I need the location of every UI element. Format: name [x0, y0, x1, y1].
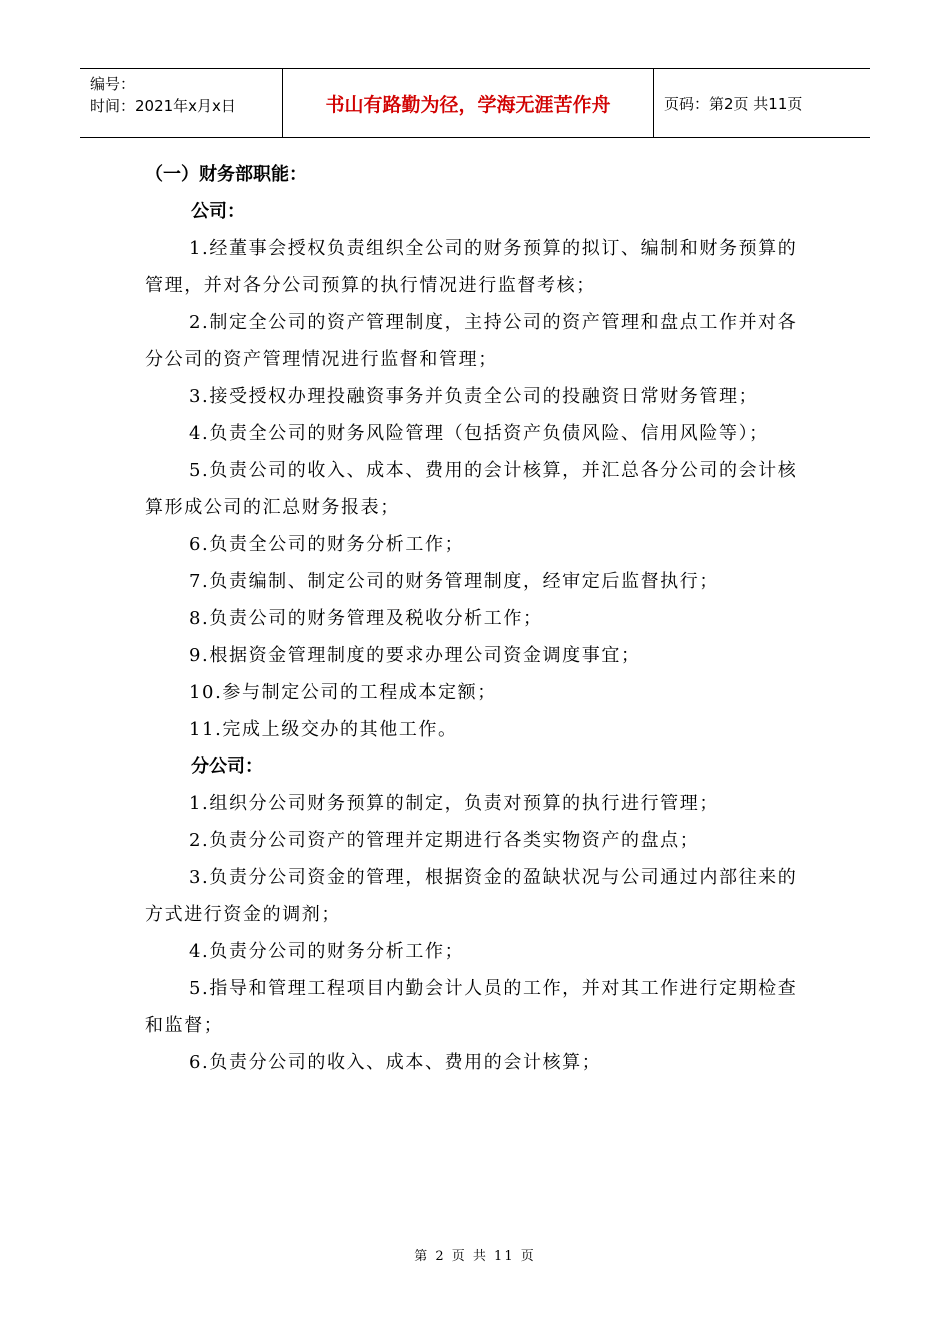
header-motto: 书山有路勤为径，学海无涯苦作舟 — [282, 69, 654, 137]
list-item: 3.负责分公司资金的管理，根据资金的盈缺状况与公司通过内部往来的方式进行资金的调剂； — [145, 867, 798, 925]
header-meta — [80, 69, 282, 137]
branch-title: 分公司： — [191, 756, 263, 777]
list-item: 1.经董事会授权负责组织全公司的财务预算的拟订、编制和财务预算的管理，并对各分公司预算的执行情况进行监督考核； — [145, 238, 798, 296]
list-item: 11.完成上级交办的其他工作。 — [189, 719, 458, 740]
list-item: 8.负责公司的财务管理及税收分析工作； — [189, 608, 543, 629]
section-title: （一）财务部职能： — [145, 164, 307, 185]
list-item: 9.根据资金管理制度的要求办理公司资金调度事宜； — [189, 645, 641, 666]
document-body — [145, 157, 815, 1081]
company-duties-list — [145, 230, 815, 748]
document-number: 编号： — [90, 75, 136, 93]
list-item: 4.负责全公司的财务风险管理（包括资产负债风险、信用风险等）； — [189, 423, 769, 444]
header-page-info: 页码：第2页 共11页 — [664, 94, 803, 113]
list-item: 5.负责公司的收入、成本、费用的会计核算，并汇总各分公司的会计核算形成公司的汇总财务报表； — [145, 460, 798, 518]
page-footer: 第 2 页 共 11 页 — [414, 1249, 536, 1264]
page-header — [80, 68, 870, 138]
list-item: 4.负责分公司的财务分析工作； — [189, 941, 465, 962]
list-item: 2.负责分公司资产的管理并定期进行各类实物资产的盘点； — [189, 830, 700, 851]
list-item: 10.参与制定公司的工程成本定额； — [189, 682, 497, 703]
list-item: 6.负责全公司的财务分析工作； — [189, 534, 465, 555]
company-title: 公司： — [191, 201, 245, 222]
branch-duties-list — [145, 785, 815, 1081]
list-item: 2.制定全公司的资产管理制度，主持公司的资产管理和盘点工作并对各分公司的资产管理情况进行监督和管理； — [145, 312, 798, 370]
list-item: 6.负责分公司的收入、成本、费用的会计核算； — [189, 1052, 602, 1073]
document-date: 时间：2021年x月x日 — [90, 97, 236, 115]
list-item: 3.接受授权办理投融资事务并负责全公司的投融资日常财务管理； — [189, 386, 759, 407]
list-item: 7.负责编制、制定公司的财务管理制度，经审定后监督执行； — [189, 571, 719, 592]
list-item: 5.指导和管理工程项目内勤会计人员的工作，并对其工作进行定期检查和监督； — [145, 978, 798, 1036]
list-item: 1.组织分公司财务预算的制定，负责对预算的执行进行管理； — [189, 793, 719, 814]
